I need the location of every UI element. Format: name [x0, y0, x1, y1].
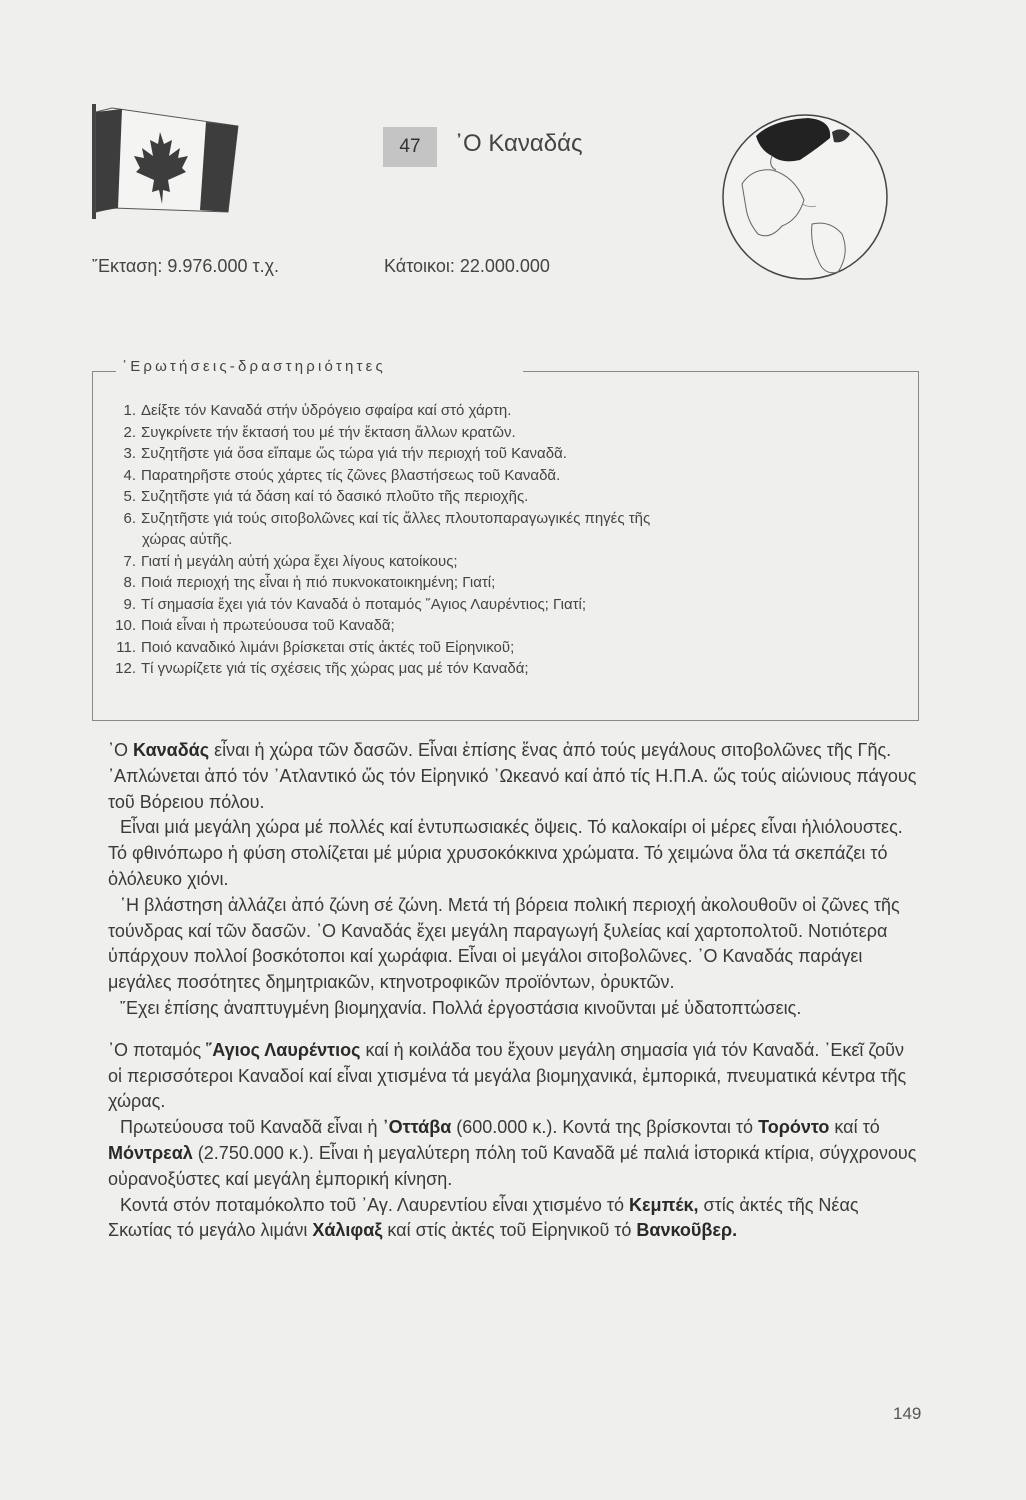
question-number: 12.: [115, 660, 136, 677]
box-border-top-right: [523, 371, 919, 372]
question-item: [104, 637, 910, 659]
paragraph-seasons: Εἶναι μιά μεγάλη χώρα μέ πολλές καί ἐντυπωσιακές ὄψεις. Τό καλοκαίρι οἱ μέρες εἶναι ἡλιόλουστες. Τό φθινόπωρο ἡ φύση στολίζεται μέ μύρια χρυσοκόκκινα χρώματα. Τό χειμώνα ὅλα τά σκεπάζει τό ὁλόλευκο χιόνι.: [108, 817, 903, 889]
question-item: [104, 400, 910, 422]
question-text: Παρατηρῆστε στούς χάρτες τίς ζῶνες βλαστήσεως τοῦ Καναδᾶ.: [141, 466, 561, 484]
box-border-bottom: [92, 720, 919, 721]
question-item: [104, 594, 910, 616]
question-number: 1.: [123, 402, 136, 419]
question-number: 5.: [123, 488, 136, 505]
question-number: 10.: [115, 617, 136, 634]
bold-term: Χάλιφαξ: [312, 1220, 383, 1241]
question-number: 7.: [123, 552, 136, 570]
text-run: καί τό: [829, 1117, 880, 1138]
question-text: Γιατί ἡ μεγάλη αὐτή χώρα ἔχει λίγους κατοίκους;: [141, 552, 458, 570]
text-run: Κοντά στόν ποταμόκολπο τοῦ ᾽Αγ. Λαυρεντίου εἶναι χτισμένο τό: [120, 1194, 630, 1215]
text-run: ᾽Ο ποταμός: [108, 1039, 207, 1060]
area-stat: ῎Εκταση: 9.976.000 τ.χ.: [92, 256, 280, 276]
question-text-continued: χώρας αὐτῆς.: [142, 531, 233, 548]
chapter-title: ᾽Ο Καναδάς: [455, 130, 583, 157]
text-run: (2.750.000 κ.). Εἶναι ἡ μεγαλύτερη πόλη τοῦ Καναδᾶ μέ παλιά ἱστορικά κτίρια, σύγχρονους οὐρανοξύστες καί μεγάλη ἐμπορική κίνηση.: [108, 1142, 917, 1189]
population-stat: Κάτοικοι: 22.000.000: [384, 256, 550, 276]
paragraph-industry: ῎Εχει ἐπίσης ἀναπτυγμένη βιομηχανία. Πολλά ἐργοστάσια κινοῦνται μέ ὑδατοπτώσεις.: [120, 997, 802, 1018]
question-number: 2.: [123, 423, 136, 441]
questions-list: [104, 400, 910, 680]
bold-term: Καναδάς: [133, 740, 210, 760]
chapter-number: 47: [383, 127, 437, 167]
globe-map-icon: [712, 104, 898, 290]
bold-term: Μόντρεαλ: [108, 1142, 193, 1163]
question-item: [104, 422, 910, 444]
question-text: Συζητῆστε γιά ὅσα εἴπαμε ὥς τώρα γιά τήν περιοχή τοῦ Καναδᾶ.: [141, 445, 567, 462]
question-text: Ποιό καναδικό λιμάνι βρίσκεται στίς ἀκτές τοῦ Εἰρηνικοῦ;: [141, 638, 515, 656]
question-text: Συζητῆστε γιά τά δάση καί τό δασικό πλοῦτο τῆς περιοχῆς.: [141, 488, 529, 505]
question-text: Συγκρίνετε τήν ἔκτασή του μέ τήν ἔκταση ἄλλων κρατῶν.: [141, 423, 516, 441]
question-item: [104, 658, 910, 680]
paragraph-intro: [108, 738, 920, 815]
page-number: 149: [893, 1404, 922, 1423]
box-border-top-left: [92, 371, 116, 372]
question-item: [104, 551, 910, 573]
text-run: στίς ἀκτές τῆς Νέας Σκωτίας τό μεγάλο λιμάνι: [108, 1194, 859, 1241]
bold-term: Κεμπέκ,: [629, 1194, 699, 1215]
question-number: 3.: [123, 445, 136, 462]
question-text: Ποιά περιοχή της εἶναι ἡ πιό πυκνοκατοικημένη; Γιατί;: [141, 574, 496, 591]
question-item: [104, 443, 910, 465]
box-border-right: [918, 371, 919, 720]
question-text: Ποιά εἶναι ἡ πρωτεύουσα τοῦ Καναδᾶ;: [141, 617, 395, 634]
bold-term: ῞Αγιος Λαυρέντιος: [206, 1039, 361, 1060]
text-run: καί ἡ κοιλάδα του ἔχουν μεγάλη σημασία γιά τόν Καναδά. ᾽Εκεῖ ζοῦν οἱ περισσότεροι Καναδοί καί εἶναι χτισμένα τά μεγάλα βιομηχανικά, ἐμπορικά, πνευματικά κέντρα τῆς χώρας.: [108, 1039, 907, 1112]
bold-term: ᾽Οττάβα: [382, 1117, 452, 1138]
question-number: 4.: [123, 466, 136, 484]
question-item: [104, 615, 910, 637]
text-run: (600.000 κ.). Κοντά της βρίσκονται τό: [451, 1117, 759, 1138]
question-text: Τί σημασία ἔχει γιά τόν Καναδά ὁ ποταμός ῞Αγιος Λαυρέντιος; Γιατί;: [141, 595, 587, 613]
paragraph-capital: [108, 1115, 920, 1192]
question-item: [104, 465, 910, 487]
paragraph-vegetation: ῾Η βλάστηση ἀλλάζει ἀπό ζώνη σέ ζώνη. Μετά τή βόρεια πολική περιοχή ἀκολουθοῦν οἱ ζῶνες τῆς τούνδρας καί τῶν δασῶν. ᾽Ο Καναδάς ἔχει μεγάλη παραγωγή ξυλείας καί χαρτοπολτοῦ. Νοτιότερα ὑπάρχουν πολλοί βοσκότοποι καί χωράφια. Εἶναι οἱ μεγάλοι σιτοβολῶνες. ᾽Ο Καναδάς παράγει μεγάλες ποσότητες δημητριακῶν, κτηνοτροφικῶν προϊόντων, ὀρυκτῶν.: [108, 894, 900, 993]
question-item: [104, 508, 910, 530]
bold-term: Τορόντο: [758, 1117, 830, 1138]
question-text: Τί γνωρίζετε γιά τίς σχέσεις τῆς χώρας μας μέ τόν Καναδά;: [141, 660, 529, 677]
box-border-left: [92, 371, 93, 720]
question-text: Δείξτε τόν Καναδά στήν ὑδρόγειο σφαίρα καί στό χάρτη.: [141, 402, 512, 419]
questions-title: ᾽Ερωτήσεις-δραστηριότητες: [122, 358, 386, 375]
question-item: [104, 572, 910, 594]
text-run: Πρωτεύουσα τοῦ Καναδᾶ εἶναι ἡ: [120, 1117, 383, 1138]
paragraph-river: [108, 1038, 920, 1115]
text-run: εἶναι ἡ χώρα τῶν δασῶν. Εἶναι ἐπίσης ἕνας ἀπό τούς μεγάλους σιτοβολῶνες τῆς Γῆς. ᾽Απλώνεται ἀπό τόν ᾽Ατλαντικό ὥς τόν Εἰρηνικό ᾽Ωκεανό καί ἀπό τίς Η.Π.Α. ὥς τούς αἰώνιους πάγους τοῦ Βόρειου πόλου.: [108, 740, 917, 812]
bold-term: Βανκοῦβερ.: [636, 1220, 738, 1241]
body-text: [108, 738, 920, 1244]
question-item: [104, 486, 910, 508]
question-text: Συζητῆστε γιά τούς σιτοβολῶνες καί τίς ἄλλες πλουτοπαραγωγικές πηγές τῆς: [141, 509, 651, 527]
question-number: 9.: [123, 595, 136, 613]
question-number: 11.: [116, 638, 136, 656]
question-number: 8.: [123, 574, 136, 591]
canada-flag-icon: [88, 104, 248, 224]
text-run: ᾽Ο: [108, 740, 133, 760]
text-run: καί στίς ἀκτές τοῦ Εἰρηνικοῦ τό: [382, 1220, 637, 1241]
question-number: 6.: [123, 509, 136, 527]
question-item-continued: [104, 529, 910, 551]
paragraph-cities: [108, 1193, 920, 1245]
